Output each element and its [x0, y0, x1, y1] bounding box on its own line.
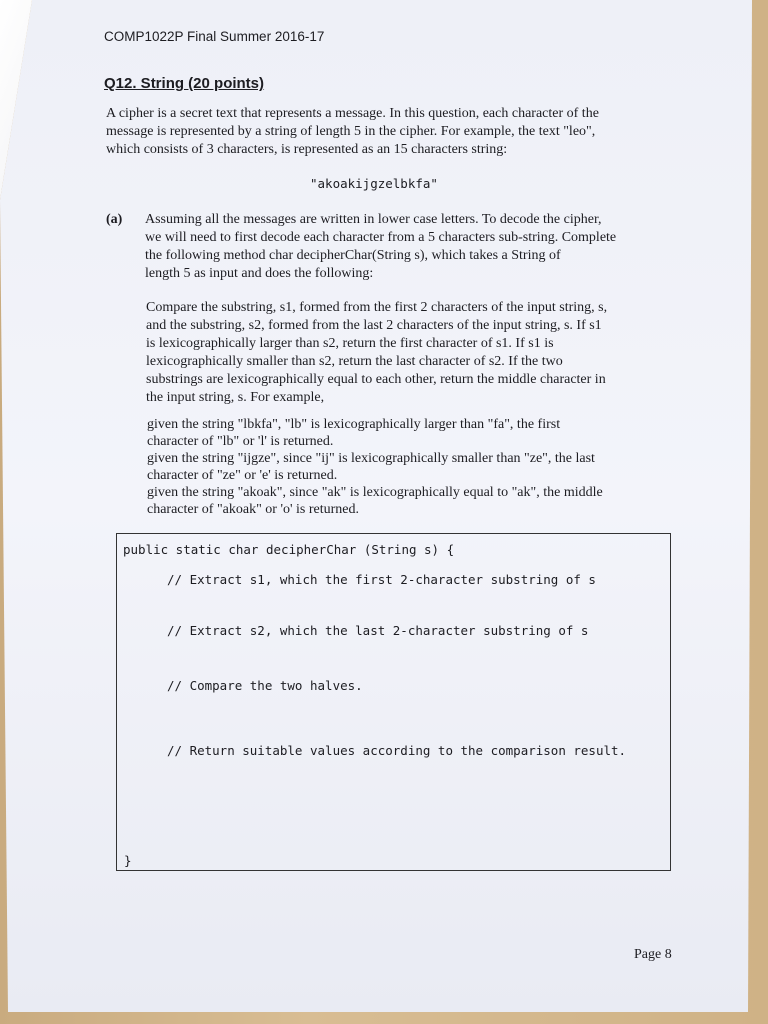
rule-line-2: and the substring, s2, formed from the last 2 characters of the input string, s. If s1 [146, 318, 602, 333]
rule-line-6: the input string, s. For example, [146, 390, 325, 405]
example-line-6: character of "akoak" or 'o' is returned. [147, 502, 359, 517]
part-label: (a) [106, 212, 123, 227]
code-comment-return: // Return suitable values according to the comparison result. [167, 743, 627, 758]
example-line-3: given the string "ijgze", since "ij" is lexicographically smaller than "ze", the last [147, 451, 595, 466]
part-a-line-2: we will need to first decode each character from a 5 characters sub-string. Complete [145, 230, 617, 245]
part-a-line-1: Assuming all the messages are written in lower case letters. To decode the cipher, [145, 212, 602, 227]
rule-line-1: Compare the substring, s1, formed from the first 2 characters of the input string, s, [146, 300, 608, 315]
exam-header: COMP1022P Final Summer 2016-17 [104, 29, 325, 44]
question-title: Q12. String (20 points) [104, 75, 265, 92]
example-line-5: given the string "akoak", since "ak" is lexicographically equal to "ak", the middle [147, 485, 603, 500]
example-line-4: character of "ze" or 'e' is returned. [147, 468, 338, 483]
code-comment-extract-s1: // Extract s1, which the first 2-character substring of s [167, 572, 596, 587]
code-signature: public static char decipherChar (String s) { [123, 542, 455, 557]
code-comment-compare: // Compare the two halves. [167, 678, 363, 693]
example-line-2: character of "lb" or 'l' is returned. [147, 434, 334, 449]
rule-line-3: is lexicographically larger than s2, return the first character of s1. If s1 is [146, 336, 554, 351]
intro-line-2: message is represented by a string of length 5 in the cipher. For example, the text "leo", [106, 124, 596, 139]
part-a-line-4: length 5 as input and does the following: [145, 266, 374, 281]
code-closing-brace: } [124, 853, 132, 868]
intro-line-3: which consists of 3 characters, is represented as an 15 characters string: [106, 142, 508, 157]
rule-line-4: lexicographically smaller than s2, return the last character of s2. If the two [146, 354, 563, 369]
page-number: Page 8 [634, 947, 672, 962]
rule-line-5: substrings are lexicographically equal to each other, return the middle character in [146, 372, 606, 387]
example-line-1: given the string "lbkfa", "lb" is lexicographically larger than "fa", the first [147, 417, 561, 432]
cipher-example: "akoakijgzelbkfa" [310, 176, 438, 191]
code-comment-extract-s2: // Extract s2, which the last 2-character substring of s [167, 623, 589, 638]
part-a-line-3: the following method char decipherChar(String s), which takes a String of [145, 248, 561, 263]
intro-line-1: A cipher is a secret text that represents a message. In this question, each character of the [106, 106, 599, 121]
